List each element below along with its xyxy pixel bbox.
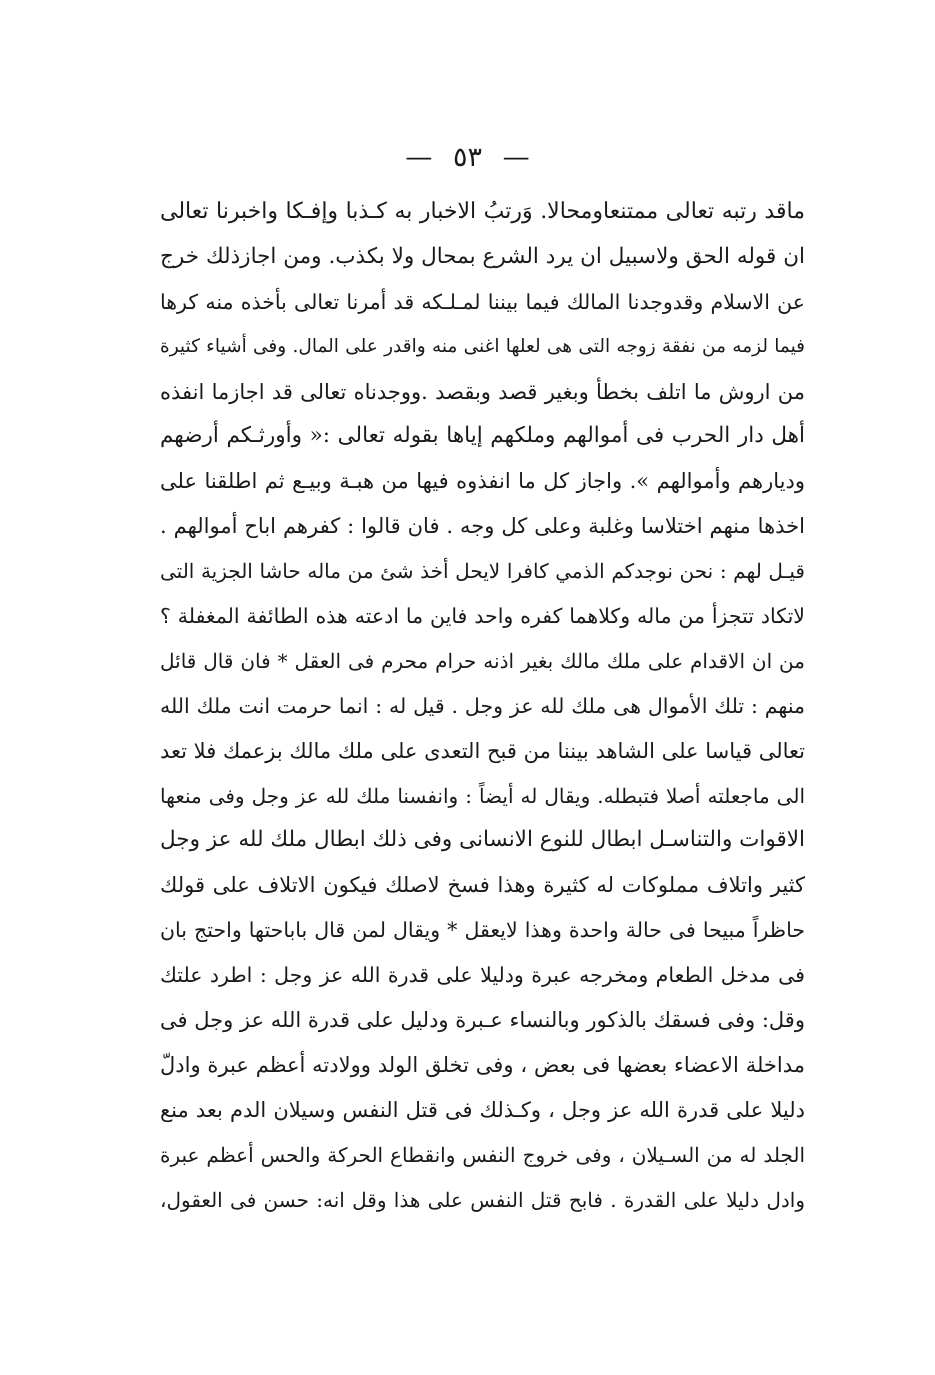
text-line-18: فى مدخل الطعام ومخرجه عبرة ودليلا على قدرة الله عز وجل : اطرد علتك [160,963,805,988]
text-line-8: اخذها منهم اختلاسا وغلبة وعلى كل وجه . فان قالوا : كفرهم اباح أموالهم . [160,514,805,539]
text-line-19: وقل: وفى فسقك بالذكور وبالنساء عـبرة ودليل على قدرة الله عز وجل فى [160,1008,805,1033]
text-line-9: قيـل لهم : نحن نوجدكم الذمي كافرا لايحل أخذ شئ من ماله حاشا الجزية التى [160,559,805,584]
text-line-2: ان قوله الحق ولاسبيل ان يرد الشرع بمحال ولا بكذب. ومن اجازذلك خرج [160,243,805,269]
text-line-14: الى ماجعلته أصلا فتبطله. ويقال له أيضاً : وانفسنا ملك لله عز وجل وفى منعها [160,783,805,808]
text-line-22: الجلد له من السـيلان ، وفى خروج النفس وانقطاع الحركة والحس أعظم عبرة [160,1142,805,1167]
page-number-dash-left: — [405,142,433,173]
text-line-21: دليلا على قدرة الله عز وجل ، وكـذلك فى قتل النفس وسيلان الدم بعد منع [160,1097,805,1122]
body-text [160,190,805,1222]
page-number-dash-right: — [502,142,530,173]
text-line-13: تعالى قياسا على الشاهد بيننا من قبح التعدى على ملك مالك بزعمك فلا تعد [160,738,805,763]
text-line-4: فيما لزمه من نفقة زوجه التى هى لعلها اغنى منه واقدر على المال. وفى أشياء كثيرة [160,335,805,357]
text-line-10: لاتكاد تتجزأ من ماله وكلاهما كفره واحد فاين ما ادعته هذه الطائفة المغفلة ؟ [160,604,805,629]
text-line-20: مداخلة الاعضاء بعضها فى بعض ، وفى تخلق الولد وولادته أعظم عبرة وادلّ [160,1052,805,1077]
text-line-11: من ان الاقدام على ملك مالك بغير اذنه حرام محرم فى العقل * فان قال قائل [160,648,805,673]
text-line-7: وديارهم وأموالهم ». واجاز كل ما انفذوه فيها من هبـة وبيـع ثم اطلقنا على [160,469,805,494]
text-line-5: من اروش ما اتلف بخطأ وبغير قصد وبقصد .ووجدناه تعالى قد اجازما انفذه [160,379,805,404]
text-line-6: أهل دار الحرب فى أموالهم وملكهم إياها بقوله تعالى :« وأورثـكم أرضهم [160,423,805,449]
text-line-23: وادل دليلا على القدرة . فابح قتل النفس على هذا وقل انه: حسن فى العقول، [160,1187,805,1212]
text-line-16: كثير واتلاف مملوكات له كثيرة وهذا فسخ لاصلك فيكون الاتلاف على قولك [160,873,805,898]
text-line-15: الاقوات والتناسـل ابطال للنوع الانسانى وفى ذلك ابطال ملك لله عز وجل [160,827,805,853]
text-line-1: ماقد رتبه تعالى ممتنعاومحالا. وَرتبُ الاخبار به كـذبا وإفـكا واخبرنا تعالى [160,199,805,224]
page-number [0,138,935,178]
text-line-3: عن الاسلام وقدوجدنا المالك فيما بيننا لمـلـكه قد أمرنا تعالى بأخذه منه كرها [160,289,805,314]
page-number-value: ٥٣ [452,142,482,173]
text-line-12: منهم : تلك الأموال هى ملك لله عز وجل . قيل له : انما حرمت انت ملك الله [160,693,805,718]
text-line-17: حاظراً مبيحا فى حالة واحدة وهذا لايعقل * ويقال لمن قال باباحتها واحتج بان [160,918,805,943]
